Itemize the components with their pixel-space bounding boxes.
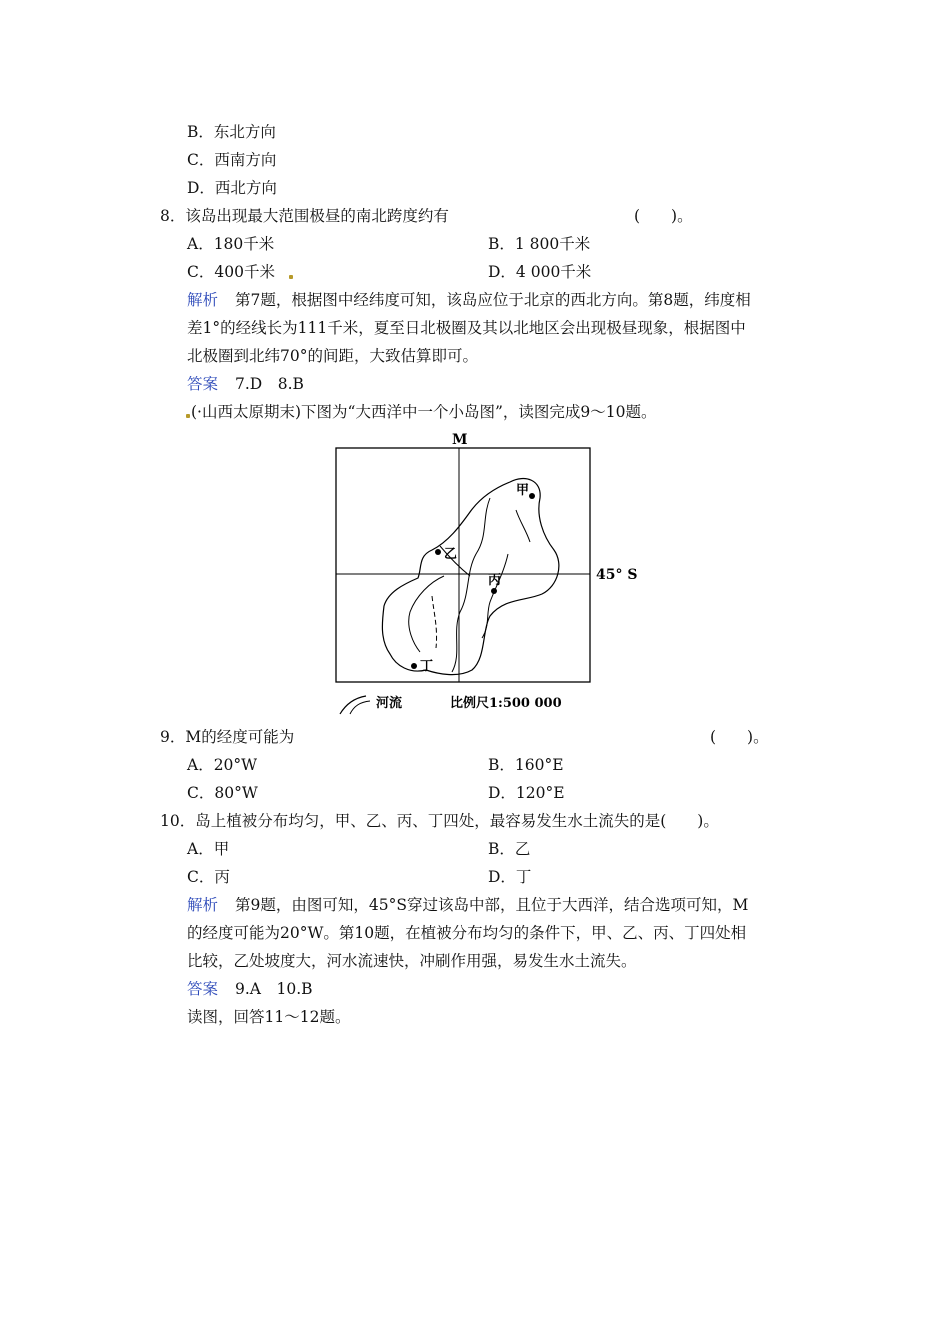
site-ding-label: 丁 [420,659,434,674]
analysis-line: 北极圈到北纬70°的间距，大致估算即可。 [187,347,478,365]
q8-answer-paren: ( )。 [634,207,693,225]
q7-option-b: B．东北方向 [187,123,276,141]
river [452,498,490,672]
analysis-line: 差1°的经线长为111千米，夏至日北极圈及其以北地区会出现极昼现象，根据图中 [187,319,746,337]
analysis-line: 的经度可能为20°W。第10题，在植被分布均匀的条件下，甲、乙、丙、丁四处相 [187,924,747,942]
q10-option-c: C．丙 [187,868,230,886]
island-outline [382,479,559,675]
q9-option-c: C．80°W [187,784,258,802]
island-map-svg [320,426,640,716]
analysis-label: 解析 [187,291,219,309]
site-yi-label: 乙 [444,547,458,562]
site-jia-dot [529,493,535,499]
next-question-intro: 读图，回答11～12题。 [187,1008,351,1026]
parallel-label: 45° S [596,567,638,583]
meridian-label: M [452,432,468,448]
q8-stem: 8．该岛出现最大范围极昼的南北跨度约有 [160,207,449,225]
q10-option-d: D．丁 [488,868,532,886]
river-legend-icon [340,696,366,714]
q9-option-b: B．160°E [488,756,564,774]
answer-text: 9.A 10.B [235,980,313,998]
site-jia-label: 甲 [516,483,530,498]
river-legend-icon [350,701,370,714]
q8-option-c: C．400千米 [187,263,275,281]
site-ding-dot [411,663,417,669]
q10-option-a: A．甲 [187,840,230,858]
analysis-line: 第7题，根据图中经纬度可知，该岛应位于北京的西北方向。第8题，纬度相 [235,291,751,309]
map-intro: (·山西太原期末)下图为“大西洋中一个小岛图”，读图完成9～10题。 [191,403,657,421]
q9-option-a: A．20°W [187,756,258,774]
scale-label: 比例尺1:500 000 [450,696,562,711]
q8-option-a: A．180千米 [187,235,275,253]
island-map [320,426,640,716]
analysis-line: 比较，乙处坡度大，河水流速快，冲刷作用强，易发生水土流失。 [187,952,637,970]
speck-mark [186,414,190,418]
analysis-label: 解析 [187,896,219,914]
analysis-line: 第9题，由图可知，45°S穿过该岛中部，且位于大西洋，结合选项可知，M [235,896,749,914]
river [432,596,437,648]
q8-option-b: B．1 800千米 [488,235,591,253]
site-yi-dot [435,549,441,555]
q9-stem: 9．M的经度可能为 [160,728,295,746]
river [516,510,530,542]
answer-label: 答案 [187,980,219,998]
q8-option-d: D．4 000千米 [488,263,592,281]
answer-label: 答案 [187,375,219,393]
q9-option-d: D．120°E [488,784,565,802]
answer-text: 7.D 8.B [235,375,304,393]
q10-stem: 10．岛上植被分布均匀，甲、乙、丙、丁四处，最容易发生水土流失的是( )。 [160,812,719,830]
q10-option-b: B．乙 [488,840,531,858]
map-frame [336,448,590,682]
site-bing-label: 丙 [488,573,502,588]
legend-river-label: 河流 [376,696,403,711]
site-bing-dot [491,588,497,594]
q7-option-c: C．西南方向 [187,151,277,169]
q9-answer-paren: ( )。 [710,728,769,746]
river [409,576,444,652]
speck-mark [289,275,293,279]
q7-option-d: D．西北方向 [187,179,277,197]
river [482,554,508,638]
